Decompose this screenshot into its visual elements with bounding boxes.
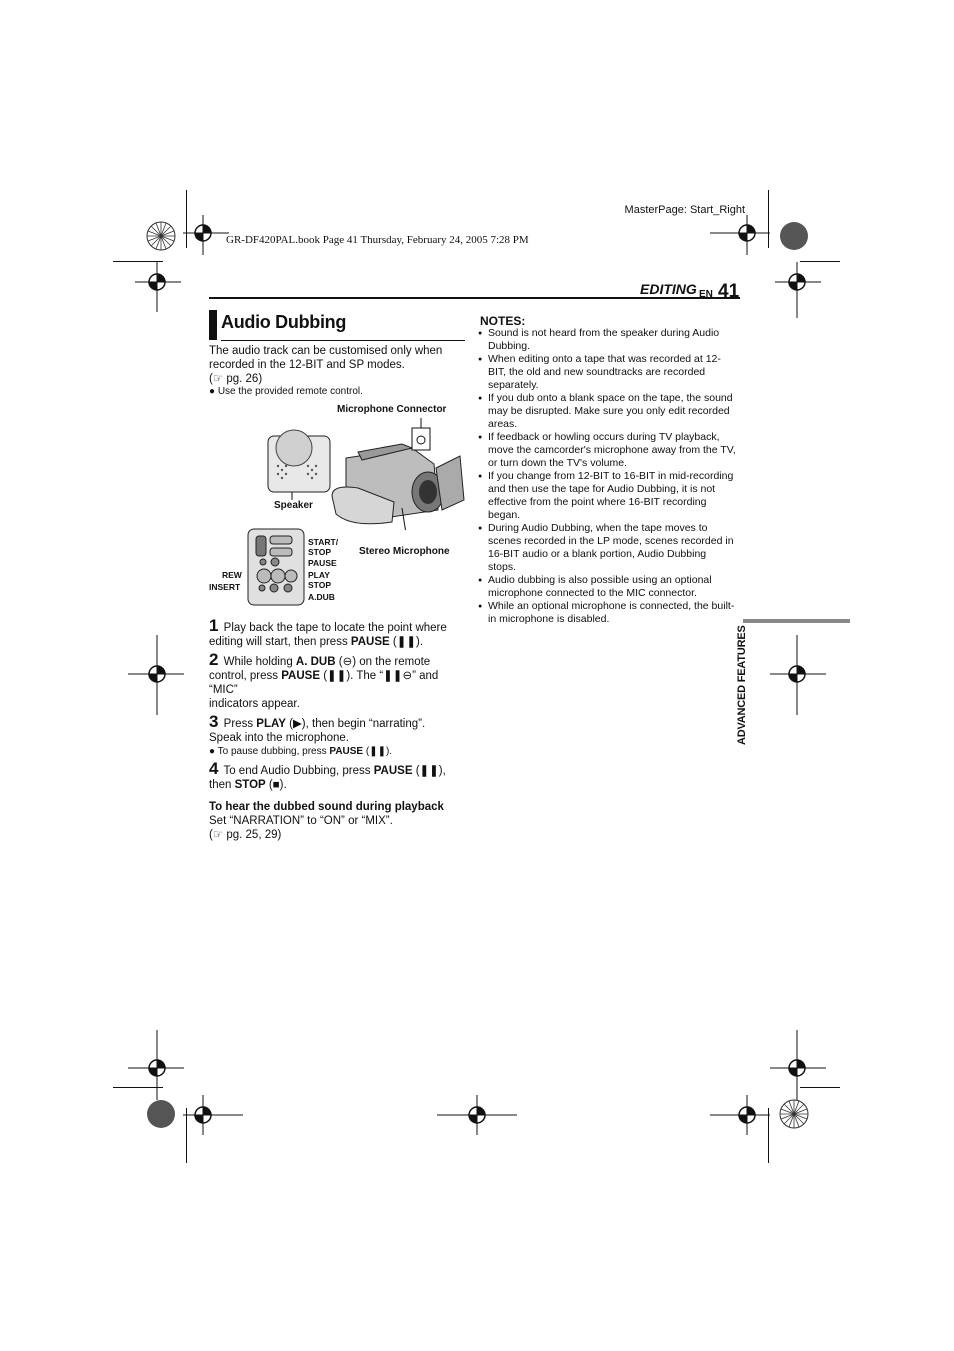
step-text: (▶), then begin “narrating”.: [289, 718, 426, 730]
grey-dot-icon: [779, 221, 809, 251]
note-item: ● Audio dubbing is also possible using an optional microphone connected to the MIC connector.: [478, 574, 736, 600]
step-text: Press: [223, 718, 254, 730]
hand-pointer-icon: ☞: [212, 829, 224, 841]
step-text: (❚❚).: [365, 746, 393, 757]
step-text: editing will start, then press: [209, 636, 348, 648]
starburst-icon: [779, 1099, 809, 1129]
note-item: ● Sound is not heard from the speaker during Audio Dubbing.: [478, 327, 736, 353]
step-text: Play back the tape to locate the point where: [223, 622, 447, 634]
steps: [209, 616, 469, 842]
page-number: 41: [718, 281, 740, 302]
step-number: 3: [209, 712, 219, 731]
intro-ref-text: pg. 26: [226, 373, 259, 385]
note-item: ● If you change from 12-BIT to 16-BIT in mid-recording and then use the tape for Audio Dubbing, it is not effective from the point where 16-BIT recording began.: [478, 470, 736, 522]
header-rule: [209, 297, 740, 299]
play-key: PLAY: [256, 718, 286, 730]
starburst-icon: [146, 221, 176, 251]
note-item: ● If you dub onto a blank space on the tape, the sound may be disrupted. Make sure you only edit recorded areas.: [478, 392, 736, 431]
playback-ref-text: pg. 25, 29: [226, 829, 278, 841]
language-code: EN: [699, 289, 713, 300]
step-line: [209, 616, 469, 635]
stop-key: STOP: [234, 779, 266, 791]
registration-target-icon: [437, 1095, 517, 1135]
label-stop: STOP: [308, 580, 331, 590]
step-4: [209, 759, 469, 792]
step-line: indicators appear.: [209, 698, 300, 710]
step-number: 4: [209, 759, 219, 778]
step-text: (⊖) on the remote: [338, 656, 431, 668]
label-pause: PAUSE: [308, 558, 337, 568]
camcorder-illustration: [262, 418, 472, 530]
playback-text: Set “NARRATION” to “ON” or “MIX”.: [209, 815, 393, 827]
label-a-dub: A.DUB: [308, 592, 335, 602]
intro-line: The audio track can be customised only when: [209, 345, 443, 357]
title-bar: [209, 310, 217, 340]
intro-bullet: [209, 385, 363, 398]
step-3: [209, 712, 469, 758]
notes-list: [478, 327, 736, 626]
registration-target-icon: [135, 262, 181, 312]
registration-target-icon: [710, 1095, 770, 1135]
step-text: (❚❚).: [389, 636, 424, 648]
side-tab-label: ADVANCED FEATURES: [736, 625, 748, 745]
step-line: [209, 712, 469, 731]
intro-line: recorded in the 12-BIT and SP modes.: [209, 359, 405, 371]
label-start-stop-line: STOP: [308, 547, 331, 557]
label-microphone-connector: Microphone Connector: [337, 404, 447, 415]
step-text: To pause dubbing, press: [217, 746, 327, 757]
section-title: EDITING: [640, 281, 697, 297]
title-rule: [221, 340, 465, 341]
registration-target-icon: [770, 635, 826, 715]
step-text: To end Audio Dubbing, press: [223, 765, 371, 777]
step-line: [209, 759, 469, 778]
bullet-icon: ●: [209, 746, 218, 757]
step-number: 1: [209, 616, 219, 635]
step-1: [209, 616, 469, 649]
step-text: (❚❚). The “❚❚⊖” and “MIC”: [209, 670, 439, 696]
pause-key: PAUSE: [329, 746, 364, 757]
pause-key: PAUSE: [350, 636, 390, 648]
step-text: control, press: [209, 670, 279, 682]
step-line: [209, 778, 469, 792]
label-start-stop: [308, 537, 338, 557]
step-2: [209, 650, 469, 711]
note-item: ● During Audio Dubbing, when the tape moves to scenes recorded in the LP mode, scenes recorded in 16-BIT audio or a blank portion, Audio Dubbing stops.: [478, 522, 736, 574]
grey-dot-icon: [146, 1099, 176, 1129]
registration-target-icon: [128, 1030, 184, 1100]
step-line: [209, 650, 469, 669]
label-insert: INSERT: [209, 582, 241, 592]
page-title: Audio Dubbing: [221, 312, 347, 332]
bullet-icon: ●: [209, 386, 218, 397]
step-number: 2: [209, 650, 219, 669]
notes-title: NOTES:: [480, 314, 526, 328]
label-stereo-microphone: Stereo Microphone: [359, 546, 450, 557]
note-item: ● When editing onto a tape that was recorded at 12-BIT, the old and new soundtracks are recorded separately.: [478, 353, 736, 392]
label-rew: REW: [222, 570, 242, 580]
a-dub-key: A. DUB: [295, 656, 336, 668]
playback-heading: To hear the dubbed sound during playback: [209, 801, 444, 813]
pause-key: PAUSE: [373, 765, 413, 777]
registration-target-icon: [128, 635, 184, 715]
registration-target-icon: [775, 262, 821, 318]
step-text: (■).: [268, 779, 287, 791]
label-play: PLAY: [308, 570, 330, 580]
step-text: While holding: [223, 656, 293, 668]
master-page-label: MasterPage: Start_Right: [624, 204, 745, 216]
registration-target-icon: [710, 215, 770, 255]
registration-target-icon: [770, 1030, 826, 1100]
remote-control-illustration: [244, 528, 310, 608]
step-line: [209, 635, 469, 649]
playback-ref[interactable]: (☞ pg. 25, 29): [209, 829, 282, 841]
registration-target-icon: [183, 1095, 243, 1135]
playback-section: [209, 800, 469, 842]
intro-text: [209, 344, 467, 386]
intro-bullet-text: Use the provided remote control.: [217, 386, 363, 397]
step-text: then: [209, 779, 232, 791]
step-line: Speak into the microphone.: [209, 732, 350, 744]
intro-ref[interactable]: (☞ pg. 26): [209, 373, 263, 385]
step-text: (❚❚),: [415, 765, 446, 777]
note-item: ● While an optional microphone is connected, the built-in microphone is disabled.: [478, 600, 736, 626]
registration-target-icon: [183, 215, 229, 255]
side-tab-rule: [743, 619, 850, 623]
hand-pointer-icon: ☞: [212, 373, 224, 385]
pause-key: PAUSE: [281, 670, 321, 682]
step-line: [209, 669, 469, 697]
book-info-line: GR-DF420PAL.book Page 41 Thursday, February 24, 2005 7:28 PM: [226, 234, 529, 246]
label-start-stop-line: START/: [308, 537, 339, 547]
step-bullet: [209, 745, 469, 758]
label-speaker: Speaker: [274, 500, 313, 511]
note-item: ● If feedback or howling occurs during TV playback, move the camcorder's microphone away from the TV, or turn down the TV's volume.: [478, 431, 736, 470]
